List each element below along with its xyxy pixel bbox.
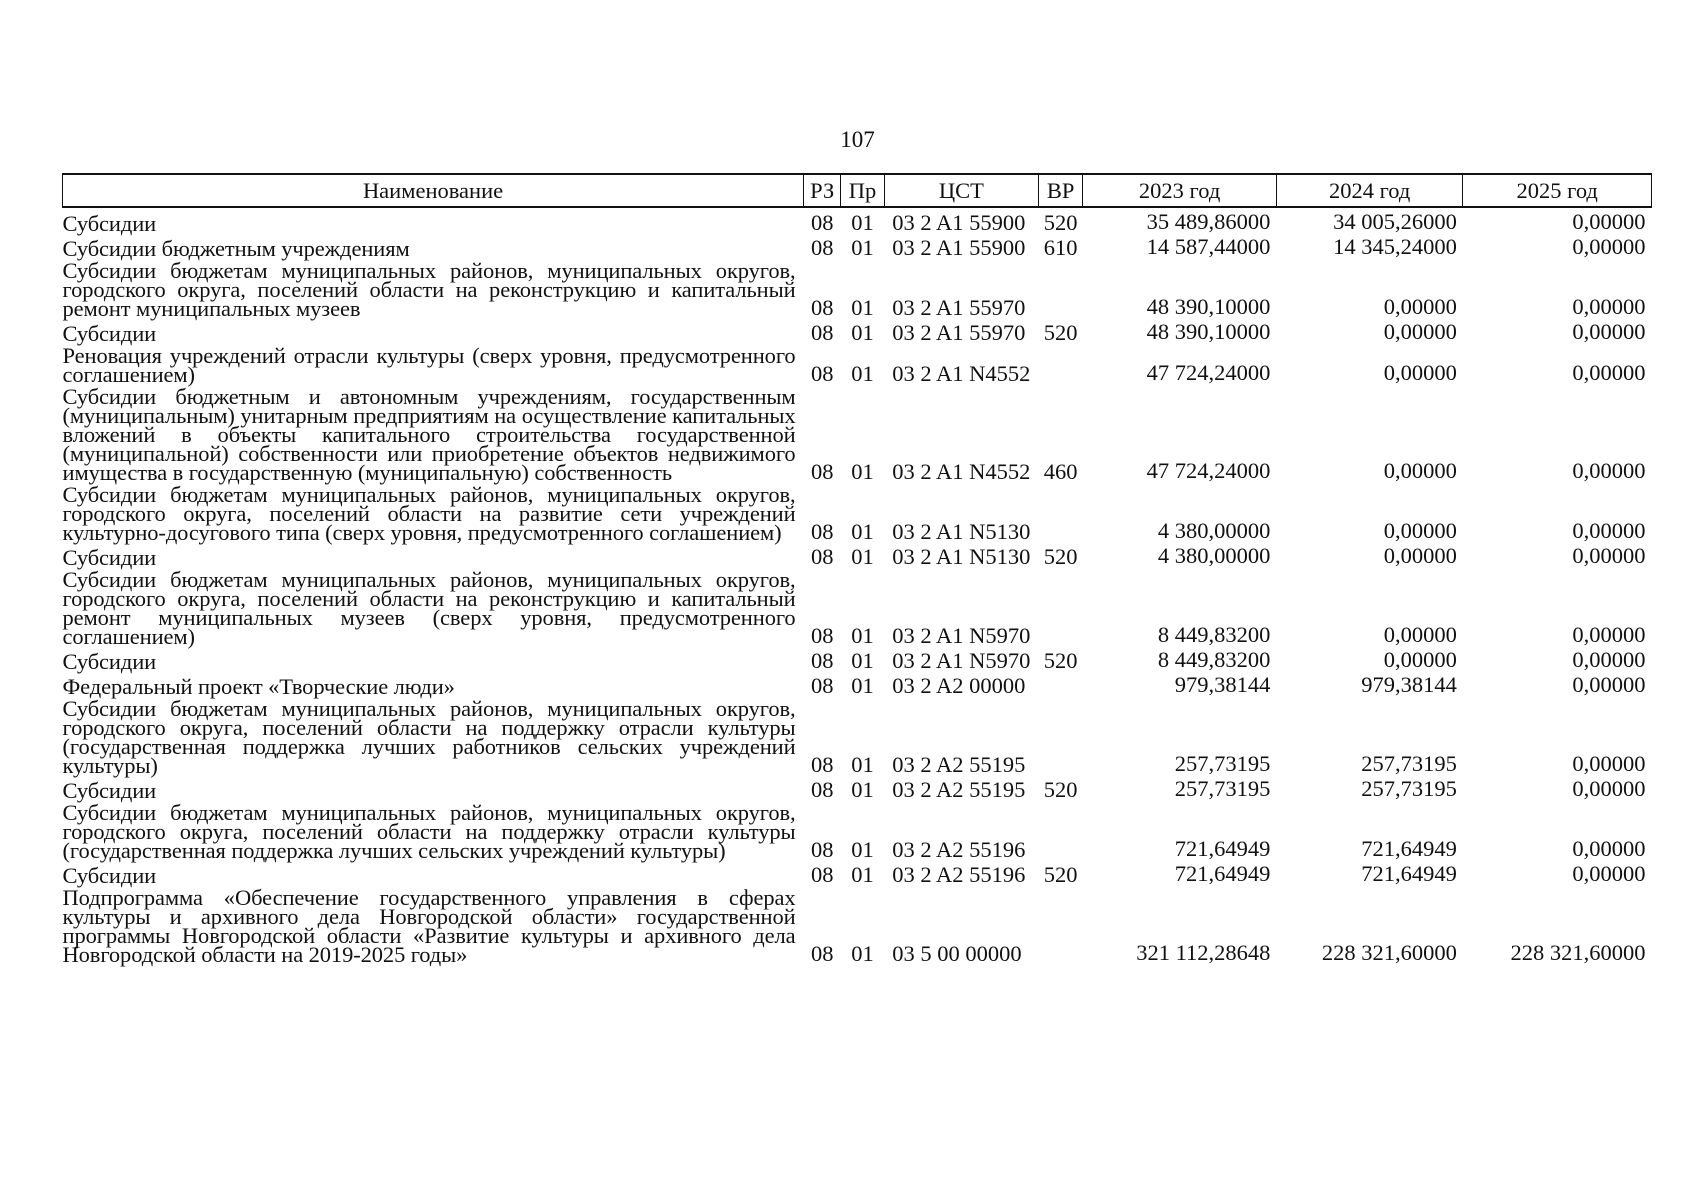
row-rz: 08	[810, 295, 834, 320]
table-row	[63, 885, 1652, 964]
row-rz: 08	[810, 862, 834, 887]
row-2023: 48 390,10000	[1146, 294, 1271, 319]
row-2023: 4 380,00000	[1157, 543, 1271, 568]
row-2024: 0,00000	[1383, 647, 1457, 672]
row-cst: 03 2 A1 55900	[892, 210, 1026, 235]
row-vr: 520	[1043, 648, 1078, 673]
row-2025: 0,00000	[1572, 622, 1646, 647]
row-name: Субсидии	[62, 649, 157, 674]
row-cst: 03 2 A2 55195	[892, 752, 1026, 777]
row-2025: 0,00000	[1572, 672, 1646, 697]
header-2025: 2025 год	[1463, 174, 1652, 207]
row-pr: 01	[851, 544, 874, 569]
row-pr: 01	[851, 320, 874, 345]
row-cst: 03 5 00 00000	[892, 941, 1022, 966]
row-vr: 520	[1043, 777, 1078, 802]
row-cst: 03 2 A2 55196	[892, 862, 1026, 887]
row-2024: 14 345,24000	[1333, 234, 1457, 259]
header-pr: Пр	[841, 174, 884, 207]
row-vr: 610	[1043, 235, 1078, 260]
row-2023: 48 390,10000	[1146, 319, 1271, 344]
row-2025: 0,00000	[1572, 234, 1646, 259]
row-cst: 03 2 A1 N5130	[892, 519, 1031, 544]
table-body	[62, 207, 1652, 967]
row-vr	[1038, 343, 1082, 384]
row-2023: 257,73195	[1174, 776, 1271, 801]
row-rz: 08	[810, 361, 834, 386]
row-2023: 257,73195	[1174, 751, 1271, 776]
row-vr: 520	[1043, 544, 1078, 569]
row-2024: 0,00000	[1383, 622, 1457, 647]
table-row	[63, 775, 1652, 800]
row-2023: 721,64949	[1174, 836, 1271, 861]
row-vr	[1038, 567, 1082, 646]
row-vr: 520	[1043, 320, 1078, 345]
row-2023: 979,38144	[1174, 672, 1271, 697]
row-name: Субсидии	[62, 545, 157, 570]
row-vr	[1038, 671, 1082, 696]
table-row	[63, 696, 1652, 775]
row-vr	[1038, 258, 1082, 318]
row-2024: 721,64949	[1361, 861, 1457, 886]
row-name: Субсидии бюджетам муниципальных районов, муниципальных округов, городского округа, поселений области на поддержку отрасли культуры (государственная поддержка лучших сельских учреждений культуры)	[62, 800, 796, 863]
table-row	[63, 482, 1652, 542]
row-cst: 03 2 A1 N4552	[892, 459, 1031, 484]
table-row	[63, 542, 1652, 567]
row-pr: 01	[851, 459, 874, 484]
table-header-row	[63, 174, 1652, 207]
row-cst: 03 2 A2 55195	[892, 777, 1026, 802]
row-pr: 01	[851, 673, 874, 698]
row-rz: 08	[810, 519, 834, 544]
table-row	[63, 800, 1652, 860]
table-row	[63, 671, 1652, 696]
row-pr: 01	[851, 519, 874, 544]
row-pr: 01	[851, 941, 874, 966]
row-cst: 03 2 A1 55970	[892, 320, 1026, 345]
row-2025: 0,00000	[1572, 518, 1646, 543]
row-pr: 01	[851, 862, 874, 887]
row-cst: 03 2 A1 N4552	[892, 361, 1031, 386]
row-2025: 0,00000	[1572, 776, 1646, 801]
row-name: Субсидии	[62, 863, 157, 888]
row-vr: 460	[1043, 459, 1078, 484]
row-name: Субсидии бюджетам муниципальных районов, муниципальных округов, городского округа, поселений области на поддержку отрасли культуры (государственная поддержка лучших работников сельских учреждений культуры)	[62, 696, 796, 778]
row-2025: 228 321,60000	[1510, 940, 1646, 965]
row-2024: 0,00000	[1383, 319, 1457, 344]
row-2023: 8 449,83200	[1157, 647, 1271, 672]
table-row	[63, 646, 1652, 671]
row-rz: 08	[810, 210, 834, 235]
row-rz: 08	[810, 752, 834, 777]
row-pr: 01	[851, 648, 874, 673]
row-2023: 14 587,44000	[1146, 234, 1271, 259]
row-2025: 0,00000	[1572, 458, 1646, 483]
row-vr	[1038, 696, 1082, 775]
row-rz: 08	[810, 459, 834, 484]
row-2024: 979,38144	[1361, 672, 1457, 697]
row-pr: 01	[851, 752, 874, 777]
page-number: 107	[840, 127, 875, 152]
header-name: Наименование	[63, 174, 804, 207]
header-2023: 2023 год	[1083, 174, 1277, 207]
row-2023: 721,64949	[1174, 861, 1271, 886]
row-name: Реновация учреждений отрасли культуры (сверх уровня, предусмотренного соглашением)	[62, 343, 796, 387]
row-rz: 08	[810, 623, 834, 648]
row-2023: 321 112,28648	[1136, 940, 1271, 965]
row-cst: 03 2 A1 N5970	[892, 623, 1031, 648]
header-rz: РЗ	[804, 174, 841, 207]
row-cst: 03 2 A2 55196	[892, 837, 1026, 862]
row-cst: 03 2 A1 N5130	[892, 544, 1031, 569]
row-rz: 08	[810, 648, 834, 673]
row-name: Субсидии	[62, 321, 157, 346]
row-pr: 01	[851, 777, 874, 802]
row-2023: 8 449,83200	[1157, 622, 1271, 647]
row-2025: 0,00000	[1572, 861, 1646, 886]
table-row	[63, 233, 1652, 258]
row-2024: 0,00000	[1383, 518, 1457, 543]
row-pr: 01	[851, 837, 874, 862]
budget-table	[62, 173, 1652, 967]
row-cst: 03 2 A1 55970	[892, 295, 1026, 320]
row-name: Подпрограмма «Обеспечение государственного управления в сферах культуры и архивного дела Новгородской области» государственной программы Новгородской области «Развитие культуры и архивного дела Новгородской области на 2019-2025 годы»	[62, 885, 796, 967]
row-2023: 47 724,24000	[1146, 458, 1271, 483]
row-cst: 03 2 A2 00000	[892, 673, 1026, 698]
row-2025: 0,00000	[1572, 836, 1646, 861]
row-2023: 4 380,00000	[1157, 518, 1271, 543]
row-name: Субсидии	[62, 211, 157, 236]
row-rz: 08	[810, 235, 834, 260]
row-name: Субсидии бюджетам муниципальных районов, муниципальных округов, городского округа, поселений области на реконструкцию и капитальный ремонт муниципальных музеев	[62, 258, 796, 321]
row-cst: 03 2 A1 N5970	[892, 648, 1031, 673]
table-row	[63, 567, 1652, 646]
row-name: Федеральный проект «Творческие люди»	[62, 674, 455, 699]
table-row	[63, 384, 1652, 482]
row-2024: 0,00000	[1383, 294, 1457, 319]
row-2025: 0,00000	[1572, 543, 1646, 568]
header-vr: ВР	[1038, 174, 1082, 207]
row-name: Субсидии бюджетным и автономным учреждениям, государственным (муниципальным) унитарным предприятиям на осуществление капитальных вложений в объекты капитального строительства государственной (муниципальной) собственности или приобретение объектов недвижимого имущества в государственную (муниципальную) собственность	[62, 384, 796, 485]
row-2024: 0,00000	[1383, 543, 1457, 568]
table-row	[63, 258, 1652, 318]
table-row	[63, 318, 1652, 343]
row-2024: 228 321,60000	[1321, 940, 1457, 965]
row-2025: 0,00000	[1572, 751, 1646, 776]
row-rz: 08	[810, 837, 834, 862]
row-pr: 01	[851, 623, 874, 648]
table-row	[63, 207, 1652, 233]
header-2024: 2024 год	[1276, 174, 1463, 207]
row-rz: 08	[810, 544, 834, 569]
table-row	[63, 860, 1652, 885]
row-2025: 0,00000	[1572, 209, 1646, 234]
row-2025: 0,00000	[1572, 647, 1646, 672]
row-2024: 0,00000	[1383, 360, 1457, 385]
row-rz: 08	[810, 777, 834, 802]
row-pr: 01	[851, 361, 874, 386]
row-name: Субсидии бюджетам муниципальных районов, муниципальных округов, городского округа, поселений области на реконструкцию и капитальный ремонт муниципальных музеев (сверх уровня, предусмотренного соглашением)	[62, 567, 796, 649]
row-vr	[1038, 482, 1082, 542]
header-cst: ЦСТ	[884, 174, 1038, 207]
row-rz: 08	[810, 673, 834, 698]
row-name: Субсидии бюджетам муниципальных районов, муниципальных округов, городского округа, поселений области на развитие сети учреждений культурно-досугового типа (сверх уровня, предусмотренного соглашением)	[62, 482, 796, 545]
row-2024: 0,00000	[1383, 458, 1457, 483]
row-vr: 520	[1043, 210, 1078, 235]
row-2024: 257,73195	[1361, 776, 1457, 801]
row-pr: 01	[851, 295, 874, 320]
table-row	[63, 343, 1652, 384]
row-2025: 0,00000	[1572, 319, 1646, 344]
row-2024: 721,64949	[1361, 836, 1457, 861]
row-name: Субсидии	[62, 778, 157, 803]
row-pr: 01	[851, 210, 874, 235]
row-name: Субсидии бюджетным учреждениям	[62, 236, 410, 261]
row-2024: 257,73195	[1361, 751, 1457, 776]
row-vr	[1038, 800, 1082, 860]
row-2024: 34 005,26000	[1333, 209, 1457, 234]
row-2023: 47 724,24000	[1146, 360, 1271, 385]
row-2025: 0,00000	[1572, 360, 1646, 385]
row-rz: 08	[810, 320, 834, 345]
row-pr: 01	[851, 235, 874, 260]
row-vr	[1038, 885, 1082, 964]
row-rz: 08	[810, 941, 834, 966]
row-cst: 03 2 A1 55900	[892, 235, 1026, 260]
row-vr: 520	[1043, 862, 1078, 887]
row-2025: 0,00000	[1572, 294, 1646, 319]
row-2023: 35 489,86000	[1146, 209, 1271, 234]
